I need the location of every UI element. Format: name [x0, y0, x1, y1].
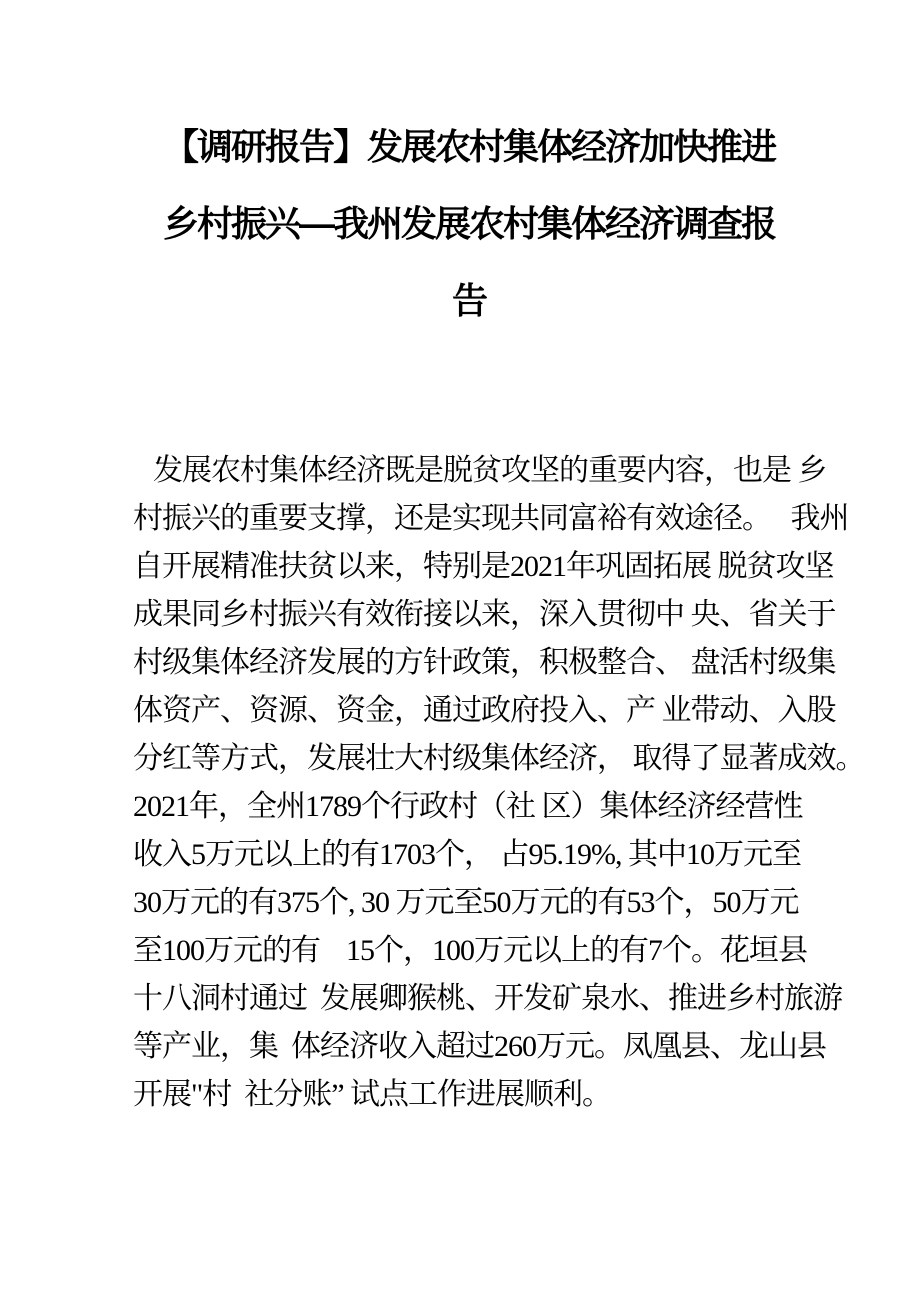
document-body-line: 至100万元的有 15个，100万元以上的有7个。花垣县 — [133, 934, 807, 967]
document-body-line: 村级集体经济发展的方针政策，积极整合、 盘活村级集 — [133, 646, 836, 679]
document-body-line: 分红等方式，发展壮大村级集体经济， 取得了显著成效。 — [133, 742, 865, 775]
document-title — [124, 108, 814, 339]
document-body-line: 收入5万元以上的有1703个， 占95.19%, 其中10万元至 — [133, 838, 801, 871]
document-body-line: 体资产、资源、资金，通过政府投入、产 业带动、入股 — [133, 694, 836, 727]
document-title-line: 【调研报告】发展农村集体经济加快推进 — [162, 126, 775, 167]
document-body-line: 自开展精准扶贫以来，特别是2021年巩固拓展 脱贫攻坚 — [133, 550, 834, 583]
document-body-line: 等产业，集 体经济收入超过260万元。凤凰县、龙山县 — [133, 1030, 826, 1063]
document-body-line: 发展农村集体经济既是脱贫攻坚的重要内容，也是 乡 — [153, 454, 827, 487]
document-body-line: 十八洞村通过 发展卿猴桃、开发矿泉水、推进乡村旅游 — [133, 982, 842, 1015]
document-body — [133, 447, 865, 1119]
document-body-line: 30万元的有375个, 30 万元至50万元的有53个，50万元 — [133, 886, 799, 919]
document-body-line: 成果同乡村振兴有效衔接以来，深入贯彻中 央、省关于 — [133, 598, 836, 631]
document-body-line: 村振兴的重要支撑，还是实现共同富裕有效途径。 我州 — [133, 502, 849, 535]
document-title-line: 告 — [451, 280, 486, 321]
document-body-line: 2021年，全州1789个行政村（社 区）集体经济经营性 — [133, 790, 803, 823]
document-body-line: 开展"村 社分账” 试点工作进展顺利。 — [133, 1078, 612, 1111]
document-title-line: 乡村振兴—我州发展农村集体经济调查报 — [162, 203, 775, 244]
